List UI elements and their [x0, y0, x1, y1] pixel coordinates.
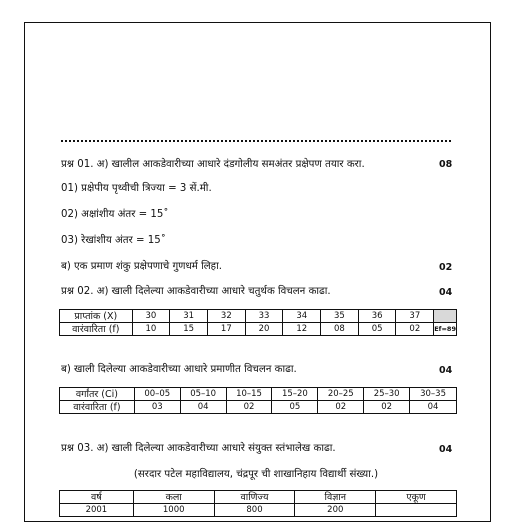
q1-marks: 08 [439, 159, 453, 170]
table-row [60, 388, 457, 401]
table-header: एकूण [376, 491, 457, 504]
q3-marks: 04 [439, 444, 453, 455]
table-cell: 05 [272, 401, 318, 414]
table-cell: 02 [226, 401, 272, 414]
table-cell: 05–10 [180, 388, 226, 401]
q1-b-marks: 02 [439, 262, 453, 273]
table-cell: 35 [321, 310, 359, 323]
table-row [60, 310, 457, 323]
q2-b-text: ब) खाली दिलेल्या आकडेवारीच्या आधारे प्रमाणीत विचलन काढा. [61, 364, 297, 375]
table-row [60, 323, 457, 336]
q3-title: प्रश्न 03. अ) खाली दिलेल्या आकडेवारीच्या आधारे संयुक्त स्तंभालेख काढा. [61, 443, 336, 454]
shaded-cell [434, 310, 457, 323]
table-cell: 37 [396, 310, 434, 323]
table-cell: 03 [134, 401, 180, 414]
q1-item-3: 03) रेखांशीय अंतर = 15˚ [61, 235, 166, 246]
q3-subtitle: (सरदार पटेल महाविद्यालय, चंद्रपूर ची शाखानिहाय विद्यार्थी संख्या.) [133, 469, 379, 480]
q2-b-marks: 04 [439, 365, 453, 376]
q2-marks: 04 [439, 287, 453, 298]
table-cell: 2001 [60, 504, 134, 517]
q1-item-2: 02) अक्षांशीय अंतर = 15˚ [61, 209, 169, 220]
dotted-separator [61, 140, 451, 142]
table-row-label: वारंवारिता (f) [60, 323, 133, 336]
table-row-label: वारंवारिता (f) [60, 401, 135, 414]
table-header: वाणिज्य [214, 491, 295, 504]
q1-b-text: ब) एक प्रमाण शंकु प्रक्षेपणाचे गुणधर्म लिहा. [61, 261, 222, 272]
table-row-label: प्राप्तांक (X) [60, 310, 133, 323]
table-cell: 20–25 [318, 388, 364, 401]
table-row [60, 491, 457, 504]
table-row-label: वर्गांतर (Ci) [60, 388, 135, 401]
table-cell: 04 [410, 401, 457, 414]
enrollment-table [59, 490, 457, 517]
table-cell: 200 [295, 504, 376, 517]
table-cell: 31 [170, 310, 208, 323]
table-cell: 30 [132, 310, 170, 323]
table-cell: 17 [207, 323, 245, 336]
table-cell: 02 [396, 323, 434, 336]
table-header: विज्ञान [295, 491, 376, 504]
table-cell: 05 [358, 323, 396, 336]
table-cell: 33 [245, 310, 283, 323]
table-cell: 25–30 [364, 388, 410, 401]
table-cell: 02 [318, 401, 364, 414]
table-cell: 15 [170, 323, 208, 336]
table-cell: 12 [283, 323, 321, 336]
table-header: वर्ष [60, 491, 134, 504]
table-cell: 34 [283, 310, 321, 323]
table-header: कला [133, 491, 214, 504]
q1-item-1: 01) प्रक्षेपीय पृथ्वीची त्रिज्या = 3 सें.मी. [61, 183, 212, 194]
table-cell: 02 [364, 401, 410, 414]
table-cell: 15–20 [272, 388, 318, 401]
table-row [60, 504, 457, 517]
table-cell: 800 [214, 504, 295, 517]
table-cell: 10–15 [226, 388, 272, 401]
table-row [60, 401, 457, 414]
frequency-sum-cell: Ef=89 [434, 323, 457, 336]
q1-title: प्रश्न 01. अ) खालील आकडेवारीच्या आधारे दंडगोलीय समअंतर प्रक्षेपण तयार करा. [61, 159, 365, 170]
table-cell: 1000 [133, 504, 214, 517]
score-frequency-table [59, 309, 457, 336]
q2-title: प्रश्न 02. अ) खाली दिलेल्या आकडेवारीच्या आधारे चतुर्थक विचलन काढा. [61, 286, 331, 297]
table-cell: 32 [207, 310, 245, 323]
table-cell [376, 504, 457, 517]
class-frequency-table [59, 387, 457, 414]
table-cell: 36 [358, 310, 396, 323]
table-cell: 00–05 [134, 388, 180, 401]
table-cell: 20 [245, 323, 283, 336]
table-cell: 08 [321, 323, 359, 336]
table-cell: 04 [180, 401, 226, 414]
table-cell: 30–35 [410, 388, 457, 401]
table-cell: 10 [132, 323, 170, 336]
